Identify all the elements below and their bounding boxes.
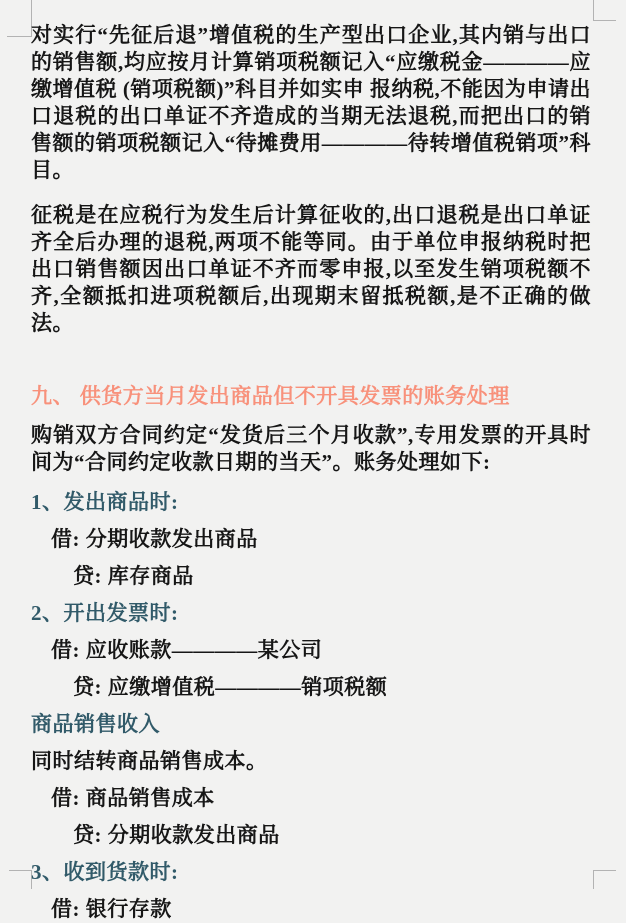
entry-debit-accounts-receivable: 借: 应收账款————某公司	[51, 638, 323, 662]
entry-credit-vat-output-tax: 贷: 应缴增值税————销项税额	[73, 675, 388, 699]
entry-step-3-payment-received: 3、收到货款时:	[31, 860, 179, 884]
entry-sales-revenue-label: 商品销售收入	[31, 712, 160, 736]
section-9-heading: 九、 供货方当月发出商品但不开具发票的账务处理	[31, 384, 510, 408]
entry-step-2-invoice-issued: 2、开出发票时:	[31, 601, 179, 625]
entry-debit-bank-deposit: 借: 银行存款	[51, 897, 172, 921]
entry-debit-installment-goods-sent: 借: 分期收款发出商品	[51, 527, 258, 551]
entry-credit-installment-goods-sent: 贷: 分期收款发出商品	[73, 823, 280, 847]
entry-credit-inventory-goods: 贷: 库存商品	[73, 564, 194, 588]
entry-carry-over-cost-note: 同时结转商品销售成本。	[31, 749, 268, 773]
entry-debit-cost-of-sales: 借: 商品销售成本	[51, 786, 215, 810]
entry-step-1-goods-dispatched: 1、发出商品时:	[31, 490, 179, 514]
paragraph-export-vat-treatment: 对实行“先征后退”增值税的生产型出口企业,其内销与出口的销售额,均应按月计算销项税额记入“应缴税金————应缴增值税 (销项税额)”科目并如实申 报纳税,不能因为申请出口退税的出口单证不齐造成的当期无法退税,而把出口的销售额的销项税额记入“待摊费用————待转增值税销项”科目。	[31, 23, 591, 182]
section-9-intro: 购销双方合同约定“发货后三个月收款”,专用发票的开具时间为“合同约定收款日期的当天”。账务处理如下:	[31, 423, 591, 474]
paragraph-tax-vs-refund: 征税是在应税行为发生后计算征收的,出口退税是出口单证齐全后办理的退税,两项不能等同。由于单位申报纳税时把出口销售额因出口单证不齐而零申报,以至发生销项税额不齐,全额抵扣进项税额后,出现期末留抵税额,是不正确的做法。	[31, 203, 591, 335]
